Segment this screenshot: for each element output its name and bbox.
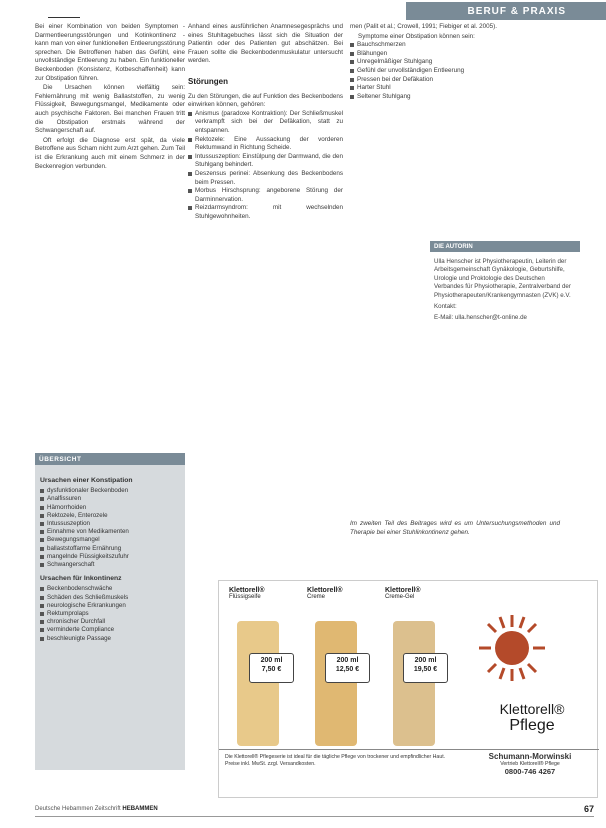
list-item: Intussuszeption (40, 520, 180, 528)
list-item: Seltener Stuhlgang (350, 93, 560, 102)
product-price: 7,50 € (261, 666, 282, 673)
bullet-list (350, 41, 560, 101)
list-item: neurologische Erkrankungen (40, 602, 180, 610)
list-item: beschleunigte Passage (40, 635, 180, 643)
product-name: Klettorell® (385, 587, 421, 594)
brand-line-2: Pflege (509, 717, 555, 734)
company-name: Schumann-Morwinski (488, 752, 572, 761)
sun-logo-icon (477, 613, 547, 683)
ad-company (467, 754, 593, 776)
paragraph: Anhand eines ausführlichen Anamnesegesprächs und eines Stuhltagebuches lässt sich die Situation der Patientin oder des Patienten gut abschätzen. Bei Frauen sollte die Beckenbodenmuskulatur untersucht werden. (188, 23, 343, 65)
brand-line-1: Klettorell® (499, 701, 565, 717)
author-contact-label: Kontakt: (434, 303, 457, 311)
list-item: Harter Stuhl (350, 84, 560, 93)
product-price: 12,50 € (335, 666, 360, 673)
list-item: Blähungen (350, 50, 560, 59)
list-item: Rektozele: Eine Aussackung der vorderen Rektumwand in Richtung Scheide. (188, 136, 343, 153)
section-heading: Störungen (188, 76, 228, 86)
list-item: Reizdarmsyndrom: mit wechselnden Stuhlgewohnheiten. (188, 204, 343, 221)
paragraph: Bei einer Kombination von beiden Symptomen - Darmentleerungsstörungen und Kotinkontinenz - kann man von einer funktionellen Entleerungsstörung sprechen. Die Betroffenen haben das Gefühl, eine unvollständige Entleerung zu haben. Ein funktioneller Beckenboden (Konsistenz, Kotbeschaffenheit) kann zur Obstipation führen. (35, 23, 185, 82)
brand-wordmark (477, 701, 587, 735)
box-list (40, 487, 180, 569)
paragraph: Oft erfolgt die Diagnose erst spät, da viele Betroffene aus Scham nicht zum Arzt gehen. Zum Teil ist die Erkrankung auch mit einem Schmerz in der Beckenregion verbunden. (35, 136, 185, 170)
product-sub: Creme (307, 594, 326, 600)
footer-journal (35, 806, 158, 812)
author-box (430, 252, 580, 329)
company-phone: 0800-746 4267 (504, 767, 556, 777)
list-item: Unregelmäßiger Stuhlgang (350, 58, 560, 67)
list-item: Hämorrhoiden (40, 504, 180, 512)
ad-footer (219, 749, 599, 800)
product-sub: Creme-Gel (385, 594, 415, 600)
list-item: dysfunktionaler Beckenboden (40, 487, 180, 495)
author-box-heading: DIE AUTORIN (430, 241, 580, 252)
product-bottle (315, 621, 357, 746)
product-label (307, 587, 367, 601)
footer-rule (35, 816, 594, 817)
footer-journal-name: HEBAMMEN (122, 806, 158, 812)
product-label (229, 587, 289, 601)
list-item: ballaststoffarme Ernährung (40, 545, 180, 553)
column-1 (35, 23, 185, 171)
overview-box (35, 465, 185, 770)
price-tag (403, 653, 448, 683)
product-size: 200 ml (336, 657, 359, 664)
product-bottle (393, 621, 435, 746)
box-group-title: Ursachen einer Konstipation (40, 477, 133, 484)
product-name: Klettorell® (229, 587, 265, 594)
closing-note-wrapper (350, 520, 560, 537)
list-item: Morbus Hirschsprung: angeborene Störung der Darminnervation. (188, 187, 343, 204)
list-item: Bewegungsmangel (40, 536, 180, 544)
footer-left-text: Deutsche Hebammen Zeitschrift (35, 806, 121, 812)
product-sub: Flüssigseife (229, 594, 261, 600)
paragraph: men (Palit et al.; Crowell, 1991; Fiebiger et al. 2005). (350, 23, 497, 30)
ad-note: Die Klettorell® Pflegeserie ist ideal für die tägliche Pflege von trockener und empfindlicher Haut. Preise inkl. MwSt. zzgl. Versandkosten. (225, 754, 446, 767)
company-sub: Vertrieb Klettorell® Pflege (500, 760, 560, 767)
advertisement (218, 580, 598, 798)
list-item: mangelnde Flüssigkeitszufuhr (40, 553, 180, 561)
product-name: Klettorell® (307, 587, 343, 594)
list-item: Schwangerschaft (40, 561, 180, 569)
list-item: Bauchschmerzen (350, 41, 560, 50)
list-item: chronischer Durchfall (40, 618, 180, 626)
paragraph: Zu den Störungen, die auf Funktion des Beckenbodens einwirken können, gehören: (188, 92, 343, 109)
product-size: 200 ml (414, 657, 437, 664)
box-group-title: Ursachen für Inkontinenz (40, 575, 122, 583)
section-tag: BERUF & PRAXIS (406, 2, 606, 20)
list-item: Gefühl der unvollständigen Entleerung (350, 67, 560, 76)
product-price: 19,50 € (413, 666, 438, 673)
list-item: Rektozele, Enterozele (40, 512, 180, 520)
list-item: Deszensus perinei: Absenkung des Beckenbodens beim Pressen. (188, 170, 343, 187)
paragraph: Symptome einer Obstipation können sein: (358, 32, 475, 40)
list-item: verminderte Compliance (40, 626, 180, 634)
list-item: Beckenbodenschwäche (40, 585, 180, 593)
header-rule (48, 17, 80, 18)
list-item: Schäden des Schließmuskels (40, 594, 180, 602)
box-list (40, 585, 180, 642)
list-item: Anismus (paradoxe Kontraktion): Der Schließmuskel verkrampft sich bei der Defäkation, statt zu entspannen. (188, 110, 343, 136)
column-2 (188, 23, 343, 221)
list-item: Rektumprolaps (40, 610, 180, 618)
paragraph: Die Ursachen können vielfältig sein: Fehlernährung mit wenig Ballaststoffen, zu wenig Flüssigkeit, Bewegungsmangel, Medikamente oder auch psychische Faktoren. Bei manchen Frauen tritt die Obstipation erstmals während der Schwangerschaft auf. (35, 84, 185, 135)
list-item: Einnahme von Medikamenten (40, 528, 180, 536)
product-label (385, 587, 445, 601)
author-bio: Ulla Henscher ist Physiotherapeutin, Leiterin der Arbeitsgemeinschaft Gynäkologie, Geburtshilfe, Urologie und Proktologie des Deutschen Verbandes für Physiotherapie, Zentralverband der Physiotherapeuten/Krankengymnasten (ZVK) e.V. (434, 258, 571, 299)
list-item: Analfissuren (40, 495, 180, 503)
author-email: E-Mail: ulla.henscher@t-online.de (434, 314, 527, 322)
product-size: 200 ml (260, 657, 283, 664)
list-item: Intussuszeption: Einstülpung der Darmwand, die den Stuhlgang behindert. (188, 153, 343, 170)
price-tag (249, 653, 294, 683)
bullet-list (188, 110, 343, 222)
page-number: 67 (583, 804, 594, 814)
column-3 (350, 23, 560, 101)
price-tag (325, 653, 370, 683)
product-bottle (237, 621, 279, 746)
overview-box-heading: ÜBERSICHT (35, 453, 185, 465)
list-item: Pressen bei der Defäkation (350, 76, 560, 85)
closing-note: Im zweiten Teil des Beitrages wird es um Untersuchungsmethoden und Therapie bei einer Stuhlinkontinenz gehen. (350, 520, 560, 536)
